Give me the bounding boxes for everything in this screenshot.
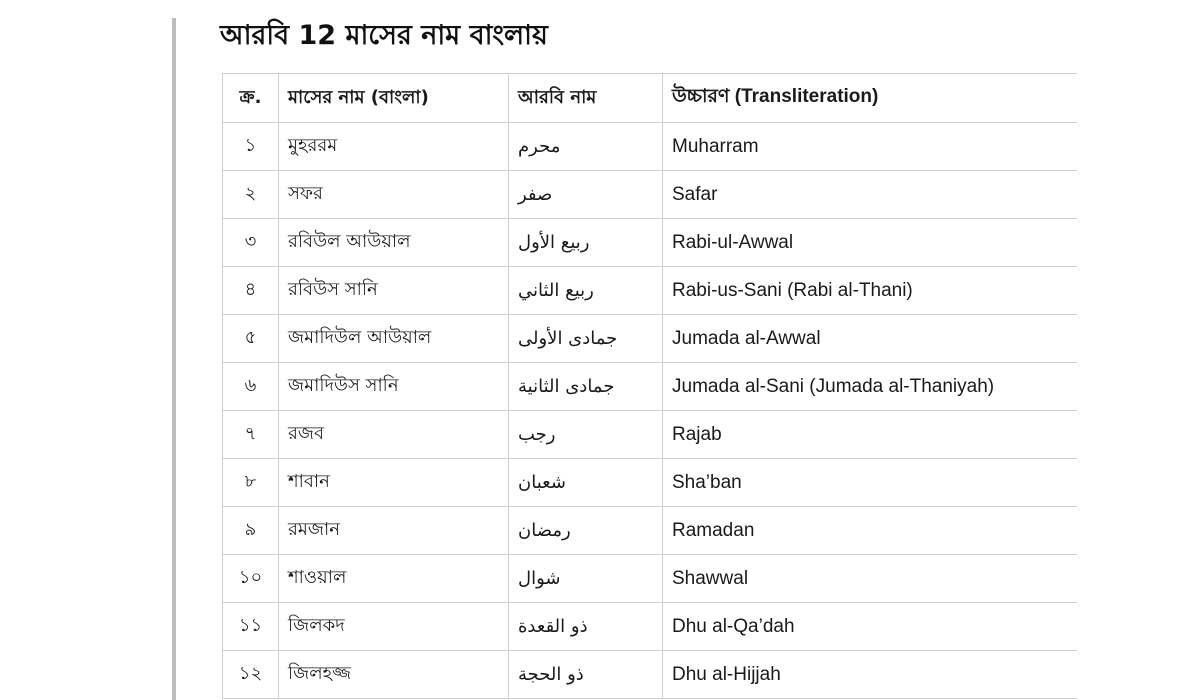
table-row bbox=[223, 123, 1077, 171]
serial-cell: ৬ bbox=[223, 363, 279, 411]
serial-cell: ১ bbox=[223, 123, 279, 171]
arabic-name-cell bbox=[509, 267, 663, 315]
arabic-name-text: شعبان bbox=[518, 472, 566, 493]
arabic-name-cell bbox=[509, 315, 663, 363]
table-row bbox=[223, 459, 1077, 507]
arabic-name-cell bbox=[509, 219, 663, 267]
serial-cell: ১১ bbox=[223, 603, 279, 651]
bangla-name-cell: রজব bbox=[279, 411, 509, 459]
column-header-bangla-name: মাসের নাম (বাংলা) bbox=[279, 74, 509, 123]
table-row bbox=[223, 603, 1077, 651]
transliteration-cell: Shawwal bbox=[663, 555, 1077, 603]
bangla-name-cell: শাওয়াল bbox=[279, 555, 509, 603]
serial-cell: ২ bbox=[223, 171, 279, 219]
bangla-name-cell: রমজান bbox=[279, 507, 509, 555]
bangla-name-cell: রবিউল আউয়াল bbox=[279, 219, 509, 267]
bangla-name-cell: জমাদিউল আউয়াল bbox=[279, 315, 509, 363]
content-left-border bbox=[172, 18, 176, 700]
page-title: আরবি 12 মাসের নাম বাংলায় bbox=[220, 20, 548, 51]
table-row bbox=[223, 267, 1077, 315]
table-row bbox=[223, 555, 1077, 603]
transliteration-cell: Jumada al-Awwal bbox=[663, 315, 1077, 363]
transliteration-cell: Rabi-ul-Awwal bbox=[663, 219, 1077, 267]
serial-cell: ৯ bbox=[223, 507, 279, 555]
arabic-name-cell bbox=[509, 507, 663, 555]
arabic-name-text: ربيع الثاني bbox=[518, 280, 594, 301]
bangla-name-cell: সফর bbox=[279, 171, 509, 219]
serial-cell: ৪ bbox=[223, 267, 279, 315]
transliteration-cell: Safar bbox=[663, 171, 1077, 219]
transliteration-cell: Muharram bbox=[663, 123, 1077, 171]
arabic-name-cell bbox=[509, 171, 663, 219]
arabic-name-text: محرم bbox=[518, 136, 561, 157]
transliteration-cell: Dhu al-Qa’dah bbox=[663, 603, 1077, 651]
arabic-name-cell bbox=[509, 459, 663, 507]
table-row bbox=[223, 651, 1077, 699]
arabic-name-cell bbox=[509, 603, 663, 651]
arabic-name-text: شوال bbox=[518, 568, 561, 589]
transliteration-cell: Sha’ban bbox=[663, 459, 1077, 507]
arabic-name-text: رجب bbox=[518, 424, 556, 445]
arabic-name-cell bbox=[509, 363, 663, 411]
bangla-name-cell: মুহররম bbox=[279, 123, 509, 171]
table-row bbox=[223, 411, 1077, 459]
transliteration-cell: Rajab bbox=[663, 411, 1077, 459]
arabic-name-text: جمادى الثانية bbox=[518, 376, 615, 397]
arabic-name-text: ذو القعدة bbox=[518, 616, 588, 637]
arabic-name-cell bbox=[509, 555, 663, 603]
bangla-name-cell: জিলকদ bbox=[279, 603, 509, 651]
serial-cell: ১০ bbox=[223, 555, 279, 603]
transliteration-cell: Jumada al-Sani (Jumada al-Thaniyah) bbox=[663, 363, 1077, 411]
arabic-name-cell bbox=[509, 123, 663, 171]
serial-cell: ৩ bbox=[223, 219, 279, 267]
serial-cell: ৮ bbox=[223, 459, 279, 507]
table-row bbox=[223, 171, 1077, 219]
serial-cell: ১২ bbox=[223, 651, 279, 699]
arabic-name-text: ربيع الأول bbox=[518, 232, 590, 253]
arabic-months-table bbox=[222, 73, 1077, 699]
serial-cell: ৭ bbox=[223, 411, 279, 459]
serial-cell: ৫ bbox=[223, 315, 279, 363]
column-header-serial: ক্র. bbox=[223, 74, 279, 123]
arabic-name-cell bbox=[509, 411, 663, 459]
table-row bbox=[223, 363, 1077, 411]
arabic-name-text: صفر bbox=[518, 184, 553, 205]
arabic-name-text: ذو الحجة bbox=[518, 664, 584, 685]
arabic-name-text: رمضان bbox=[518, 520, 571, 541]
bangla-name-cell: রবিউস সানি bbox=[279, 267, 509, 315]
table-row bbox=[223, 219, 1077, 267]
arabic-name-cell bbox=[509, 651, 663, 699]
column-header-transliteration: উচ্চারণ (Transliteration) bbox=[663, 74, 1077, 123]
transliteration-cell: Dhu al-Hijjah bbox=[663, 651, 1077, 699]
table-header-row bbox=[223, 74, 1077, 123]
bangla-name-cell: জিলহজ্জ bbox=[279, 651, 509, 699]
transliteration-cell: Ramadan bbox=[663, 507, 1077, 555]
column-header-arabic-name: আরবি নাম bbox=[509, 74, 663, 123]
bangla-name-cell: জমাদিউস সানি bbox=[279, 363, 509, 411]
bangla-name-cell: শাবান bbox=[279, 459, 509, 507]
table-row bbox=[223, 507, 1077, 555]
arabic-name-text: جمادى الأولى bbox=[518, 328, 618, 349]
transliteration-cell: Rabi-us-Sani (Rabi al-Thani) bbox=[663, 267, 1077, 315]
table-row bbox=[223, 315, 1077, 363]
